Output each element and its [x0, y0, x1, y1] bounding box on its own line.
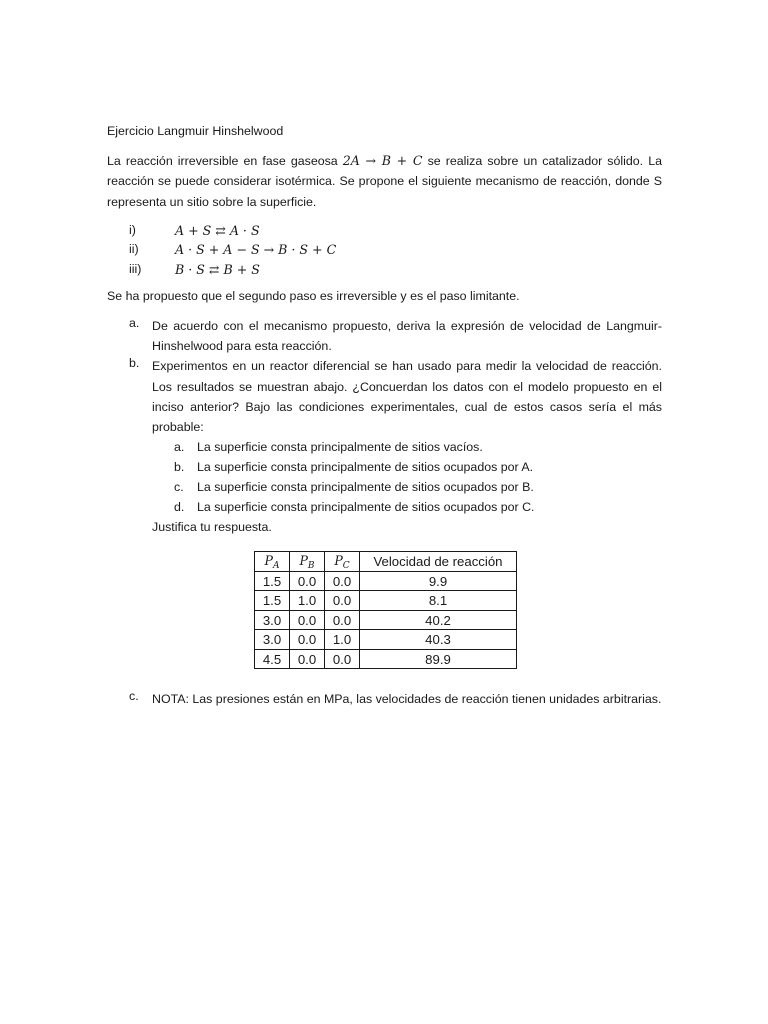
step-number: ii) [129, 242, 139, 257]
cell-pb: 0.0 [290, 571, 325, 591]
exercise-title: Ejercicio Langmuir Hinshelwood [107, 124, 284, 138]
cell-pa: 3.0 [255, 610, 290, 630]
cell-pa: 1.5 [255, 591, 290, 611]
document-content [107, 121, 662, 710]
mechanism-step [107, 221, 662, 241]
step-equation: A + S ⇄ A · S [175, 222, 260, 238]
cell-pb: 0.0 [290, 610, 325, 630]
intro-text-end: se realiza sobre un catalizador sólido. La reacción se puede considerar isotérmica. Se propone el siguiente mecanismo de reacción, donde S representa un sitio sobre la superficie. [107, 154, 662, 209]
cell-rate: 9.9 [360, 571, 517, 591]
mechanism-step [107, 240, 662, 260]
option-mark: d. [174, 500, 185, 515]
cell-pb: 0.0 [290, 649, 325, 669]
table-row [255, 610, 517, 630]
header-pb: $P_B$ [290, 552, 325, 572]
cell-rate: 89.9 [360, 649, 517, 669]
cell-pc: 0.0 [325, 610, 360, 630]
case-option [152, 437, 662, 457]
case-option [152, 497, 662, 517]
question-text: NOTA: Las presiones están en MPa, las velocidades de reacción tienen unidades arbitrarias. [152, 692, 662, 707]
question-mark: b. [129, 356, 140, 371]
question-mark: c. [129, 689, 139, 704]
mechanism-step [107, 260, 662, 280]
case-option [152, 457, 662, 477]
reaction-equation: 2A → B + C [342, 153, 423, 168]
question-text: De acuerdo con el mecanismo propuesto, deriva la expresión de velocidad de Langmuir-Hinshelwood para esta reacción. [152, 318, 662, 353]
header-pc: $P_C$ [325, 552, 360, 572]
header-rate: Velocidad de reacción [360, 552, 517, 572]
cell-pb: 0.0 [290, 630, 325, 650]
cell-pa: 4.5 [255, 649, 290, 669]
cell-pa: 3.0 [255, 630, 290, 650]
header-pa: $P_A$ [255, 552, 290, 572]
intro-text-start: La reacción irreversible en fase gaseosa [107, 154, 343, 168]
step-equation: A · S + A − S → B · S + C [175, 242, 337, 258]
question-a [107, 316, 662, 357]
case-option [152, 477, 662, 497]
step-number: i) [129, 222, 136, 237]
experimental-data-table [254, 551, 517, 669]
case-options-list [152, 437, 662, 517]
cell-rate: 40.3 [360, 630, 517, 650]
cell-pb: 1.0 [290, 591, 325, 611]
step-equation: B · S ⇄ B + S [175, 261, 260, 277]
option-text: La superficie consta principalmente de sitios ocupados por A. [197, 460, 534, 475]
cell-rate: 8.1 [360, 591, 517, 611]
option-mark: b. [174, 460, 185, 475]
option-text: La superficie consta principalmente de sitios ocupados por C. [197, 500, 535, 515]
cell-rate: 40.2 [360, 610, 517, 630]
table-row [255, 630, 517, 650]
option-mark: c. [174, 480, 184, 495]
option-text: La superficie consta principalmente de sitios ocupados por B. [197, 480, 534, 495]
table-header-row [255, 552, 517, 572]
option-text: La superficie consta principalmente de sitios vacíos. [197, 440, 483, 455]
mechanism-list [107, 221, 662, 280]
question-mark: a. [129, 315, 140, 330]
cell-pc: 0.0 [325, 649, 360, 669]
cell-pc: 0.0 [325, 571, 360, 591]
justify-instruction: Justifica tu respuesta. [152, 520, 272, 535]
cell-pc: 1.0 [325, 630, 360, 650]
table-row [255, 571, 517, 591]
limiting-step-statement: Se ha propuesto que el segundo paso es irreversible y es el paso limitante. [107, 289, 520, 304]
intro-paragraph [107, 151, 662, 212]
table-row [255, 591, 517, 611]
table-row [255, 649, 517, 669]
cell-pc: 0.0 [325, 591, 360, 611]
option-mark: a. [174, 440, 185, 455]
question-text: Experimentos en un reactor diferencial se han usado para medir la velocidad de reacción. Los resultados se muestran abajo. ¿Concuerdan los datos con el modelo propuesto en el inciso anterior? Bajo las condiciones experimentales, cual de estos casos sería el más probable: [152, 359, 662, 435]
question-c-note [107, 689, 662, 709]
step-number: iii) [129, 261, 142, 276]
cell-pa: 1.5 [255, 571, 290, 591]
question-b [107, 356, 662, 437]
data-table-wrapper [254, 551, 662, 669]
